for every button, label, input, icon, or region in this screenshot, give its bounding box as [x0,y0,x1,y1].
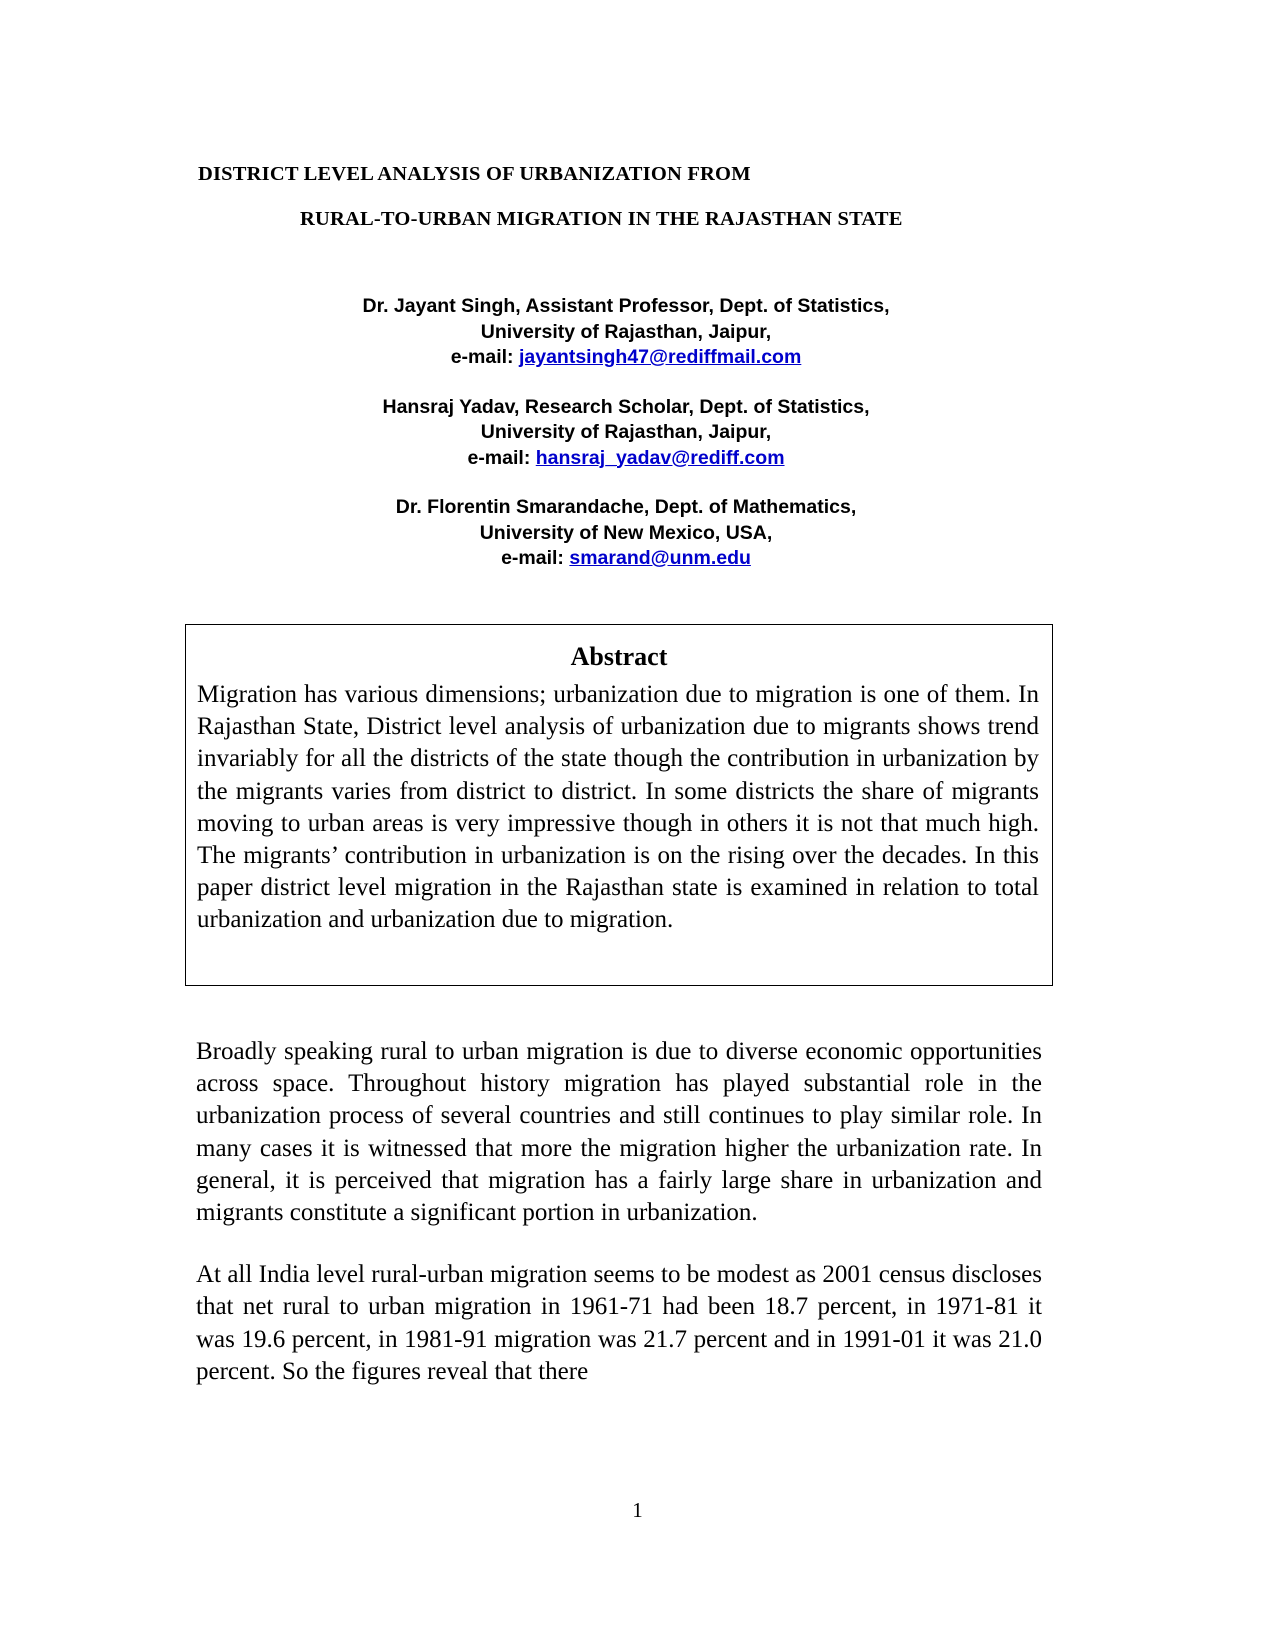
body-paragraph-1: Broadly speaking rural to urban migration is due to diverse economic opportunities across space. Throughout history migration has played substantial role in the urbanization process of several countries and still continues to play similar role. In many cases it is witnessed that more the migration higher the urbanization rate. In general, it is perceived that migration has a fairly large share in urbanization and migrants constitute a significant portion in urbanization. [196,1038,1042,1227]
email-link-hansraj-yadav[interactable]: hansraj_yadav@rediff.com [535,446,785,469]
author-email-line [196,446,1056,472]
title-line-1: DISTRICT LEVEL ANALYSIS OF URBANIZATION FROM [198,163,751,185]
author-affiliation-line: University of New Mexico, USA, [479,521,773,544]
author-affiliation-line: University of Rajasthan, Jaipur, [480,421,772,443]
page-number: 1 [632,1498,643,1522]
abstract-heading: Abstract [570,642,668,671]
paper-title [196,152,1056,242]
author-affiliation-line: University of Rajasthan, Jaipur, [480,320,772,343]
abstract-body: Migration has various dimensions; urbanization due to migration is one of them. In Rajasthan State, District level analysis of urbanization due to migrants shows trend invariably for all the districts of the state though the contribution in urbanization by the migrants varies from district to district. In some districts the share of migrants moving to urban areas is very impressive though in others it is not that much high. The migrants’ contribution in urbanization is on the rising over the decades. In this paper district level migration in the Rajasthan state is examined in relation to total urbanization and urbanization due to migration. [197,681,1039,934]
email-label: e-mail: [501,547,570,569]
email-label: e-mail: [450,346,519,368]
author-block [196,294,1056,572]
author-entry-1 [196,294,1056,371]
author-name-line: Hansraj Yadav, Research Scholar, Dept. of Statistics, [382,395,870,418]
author-entry-3 [196,495,1056,572]
email-link-florentin-smarandache[interactable]: smarand@unm.edu [569,547,751,569]
author-email-line [196,546,1056,572]
author-email-line [196,345,1056,371]
abstract-box [185,624,1053,986]
author-name-line: Dr. Florentin Smarandache, Dept. of Mathematics, [395,496,857,518]
author-entry-2 [196,395,1056,472]
title-line-2: RURAL-TO-URBAN MIGRATION IN THE RAJASTHAN STATE [300,208,903,230]
body-text [196,1036,1042,1388]
email-label: e-mail: [467,446,536,469]
email-link-jayant-singh[interactable]: jayantsingh47@rediffmail.com [518,346,802,368]
author-name-line: Dr. Jayant Singh, Assistant Professor, Dept. of Statistics, [362,295,890,317]
body-paragraph-2: At all India level rural-urban migration seems to be modest as 2001 census discloses that net rural to urban migration in 1961-71 had been 18.7 percent, in 1971-81 it was 19.6 percent, in 1981-91 migration was 21.7 percent and in 1991-01 it was 21.0 percent. So the figures reveal that there [196,1261,1042,1385]
